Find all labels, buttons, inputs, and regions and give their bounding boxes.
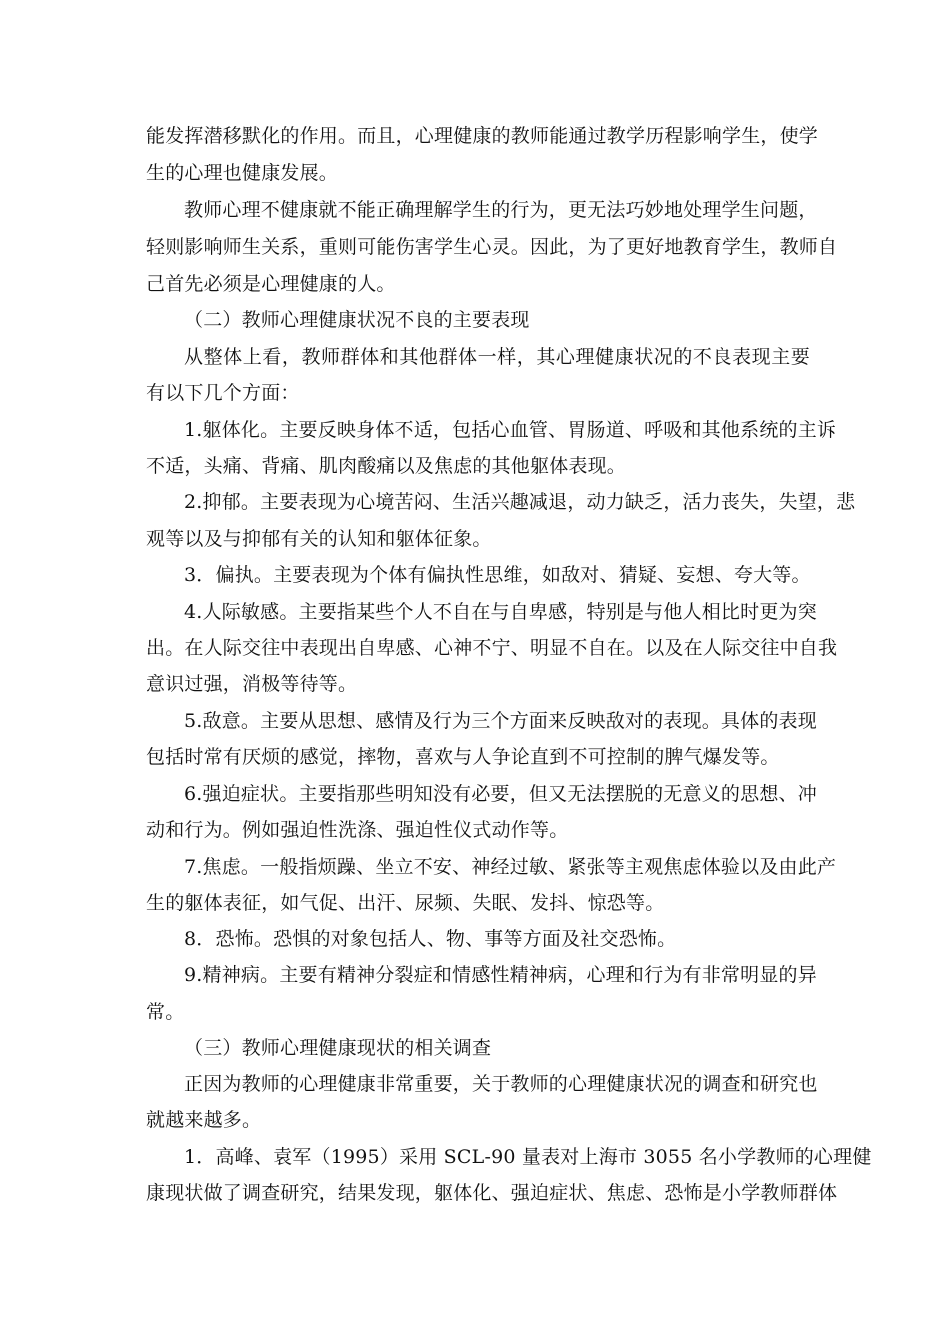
text-line: 从整体上看，教师群体和其他群体一样，其心理健康状况的不良表现主要 [184, 346, 810, 368]
text-line: 轻则影响师生关系，重则可能伤害学生心灵。因此，为了更好地教育学生，教师自 [146, 236, 838, 258]
text-line: 正因为教师的心理健康非常重要，关于教师的心理健康状况的调查和研究也 [184, 1073, 818, 1095]
text-line: 4.人际敏感。主要指某些个人不自在与自卑感，特别是与他人相比时更为突 [184, 601, 817, 623]
text-line: 己首先必须是心理健康的人。 [146, 273, 396, 295]
text-line: 3．偏执。主要表现为个体有偏执性思维，如敌对、猜疑、妄想、夸大等。 [184, 564, 811, 586]
text-line: 生的心理也健康发展。 [146, 162, 339, 184]
text-line: 7.焦虑。一般指烦躁、坐立不安、神经过敏、紧张等主观焦虑体验以及由此产 [184, 856, 837, 878]
text-line: 观等以及与抑郁有关的认知和躯体征象。 [146, 528, 492, 550]
text-line: 不适，头痛、背痛、肌肉酸痛以及焦虑的其他躯体表现。 [146, 455, 627, 477]
text-line: 出。在人际交往中表现出自卑感、心神不宁、明显不自在。以及在人际交往中自我 [146, 637, 838, 659]
text-line: 意识过强，消极等待等。 [146, 673, 358, 695]
text-line: 8．恐怖。恐惧的对象包括人、物、事等方面及社交恐怖。 [184, 928, 677, 950]
text-line: 能发挥潜移默化的作用。而且，心理健康的教师能通过教学历程影响学生，使学 [146, 125, 819, 147]
text-line: 1．高峰、袁军（1995）采用 SCL-90 量表对上海市 3055 名小学教师的心理健 [184, 1146, 872, 1168]
text-line: 生的躯体表征，如气促、出汗、尿频、失眠、发抖、惊恐等。 [146, 892, 665, 914]
text-line: 包括时常有厌烦的感觉，摔物，喜欢与人争论直到不可控制的脾气爆发等。 [146, 746, 780, 768]
text-line: 9.精神病。主要有精神分裂症和情感性精神病，心理和行为有非常明显的异 [184, 964, 817, 986]
text-line: 就越来越多。 [146, 1109, 262, 1131]
section-heading: （二）教师心理健康状况不良的主要表现 [184, 309, 530, 331]
text-line: 1.躯体化。主要反映身体不适，包括心血管、胃肠道、呼吸和其他系统的主诉 [184, 419, 837, 441]
text-line: 6.强迫症状。主要指那些明知没有必要，但又无法摆脱的无意义的思想、冲 [184, 783, 817, 805]
text-line: 教师心理不健康就不能正确理解学生的行为，更无法巧妙地处理学生问题， [184, 199, 818, 221]
text-line: 康现状做了调查研究，结果发现，躯体化、强迫症状、焦虑、恐怖是小学教师群体 [146, 1182, 838, 1204]
text-line: 2.抑郁。主要表现为心境苦闷、生活兴趣减退，动力缺乏，活力丧失，失望，悲 [184, 491, 856, 513]
section-heading: （三）教师心理健康现状的相关调查 [184, 1037, 492, 1059]
text-line: 动和行为。例如强迫性洗涤、强迫性仪式动作等。 [146, 819, 569, 841]
text-line: 常。 [146, 1001, 185, 1023]
text-line: 有以下几个方面： [146, 382, 300, 404]
text-line: 5.敌意。主要从思想、感情及行为三个方面来反映敌对的表现。具体的表现 [184, 710, 817, 732]
